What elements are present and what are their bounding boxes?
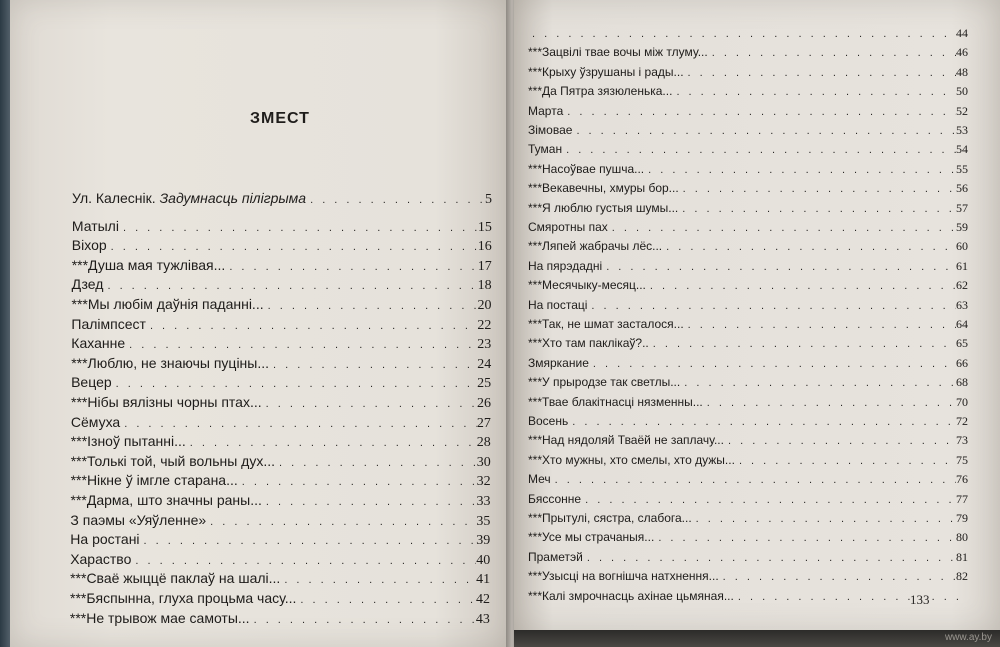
toc-entry-title: Бяссонне [528, 491, 582, 506]
dot-leader [238, 476, 477, 488]
dot-leader [587, 300, 956, 312]
toc-entry [528, 65, 968, 80]
toc-entry-title: Вецер [71, 374, 112, 391]
toc-entry-page: 61 [956, 258, 968, 273]
toc-entry [70, 551, 490, 569]
dot-leader [583, 552, 956, 564]
toc-entry [528, 433, 968, 448]
toc-entry [71, 355, 491, 373]
toc-entry-page: 44 [956, 26, 968, 40]
toc-entry [71, 472, 491, 490]
toc-entry [528, 453, 968, 468]
toc-entry-title: ***Ляпей жабрачы лёс... [528, 239, 663, 254]
toc-entry-page: 48 [956, 64, 968, 79]
toc-entry-page: 15 [477, 219, 492, 235]
toc-entry-page: 18 [477, 278, 492, 294]
toc-entry-page: 76 [956, 472, 968, 487]
toc-entry [71, 316, 491, 334]
dot-leader [296, 594, 476, 606]
toc-entry [70, 610, 490, 628]
toc-entry-page: 16 [477, 239, 492, 255]
toc-entry-page: 77 [956, 491, 968, 506]
toc-entry-page: 23 [477, 337, 492, 353]
toc-entry [71, 453, 491, 471]
toc-entry-page: 79 [956, 511, 968, 525]
toc-entry [528, 336, 968, 351]
toc-entry [528, 589, 968, 603]
toc-entry [528, 550, 968, 565]
toc-entry-title [72, 190, 306, 206]
toc-entry-page: 32 [476, 474, 491, 490]
toc-entry-page: 35 [476, 513, 491, 529]
dot-leader [551, 474, 956, 486]
toc-entry-page: 33 [476, 494, 491, 509]
toc-entry-title: Каханне [71, 335, 126, 352]
toc-entry-page: 56 [956, 181, 968, 196]
left-page [10, 0, 510, 647]
dot-leader [125, 339, 477, 351]
page-number: 133 [910, 592, 930, 607]
toc-entry-page: 50 [956, 84, 968, 99]
toc-entry-title: На ростані [70, 531, 140, 548]
dot-leader [719, 571, 956, 583]
dot-leader [107, 241, 478, 253]
toc-entry [528, 530, 968, 545]
toc-entry [71, 433, 491, 451]
toc-entry [528, 26, 968, 41]
dot-leader [589, 358, 956, 370]
toc-entry-page: 59 [956, 220, 968, 234]
toc-entry-page: 70 [956, 394, 968, 409]
dot-leader [649, 338, 956, 350]
toc-entry-page: 60 [956, 239, 968, 254]
toc-entry [71, 492, 491, 510]
toc-entry [528, 569, 968, 584]
toc-entry-title: Марта [528, 103, 564, 118]
toc-entry-title: ***Над нядоляй Тваёй не заплачу... [528, 433, 724, 448]
dot-leader [262, 398, 477, 410]
toc-entry-title: ***Бяспынна, глуха процьма часу... [70, 590, 297, 606]
toc-entry-title: Дзед [71, 276, 104, 293]
dot-leader [724, 435, 956, 447]
toc-entry-page: 5 [485, 192, 492, 207]
toc-entry [528, 511, 968, 526]
toc-entry [528, 298, 968, 313]
dot-leader [112, 378, 477, 390]
toc-entry-title: Туман [528, 142, 563, 157]
toc-entry-page: 80 [956, 530, 968, 545]
dot-leader [680, 377, 956, 389]
toc-entry-page: 20 [477, 298, 492, 313]
toc-entry [528, 472, 968, 487]
toc-entry [71, 374, 491, 392]
toc-entry-title: ***Твае блакітнасці нязменны... [528, 394, 703, 409]
toc-entry [528, 181, 968, 196]
toc-entry-page: 42 [476, 592, 490, 607]
toc-entry-title: Смяротны пах [528, 220, 608, 234]
dot-leader [120, 418, 477, 430]
dot-leader [275, 457, 477, 469]
toc-entry-page: 52 [956, 103, 968, 118]
dot-leader [280, 574, 476, 586]
toc-entry-title: Змяркание [528, 355, 589, 370]
dot-leader [602, 261, 956, 273]
dot-leader [684, 67, 956, 79]
toc-entry [70, 570, 490, 588]
toc-entry-title: ***Узысці на вогнішча натхнення... [528, 569, 719, 584]
dot-leader [269, 359, 477, 371]
toc-entry-italic-title: Задумнасць пілігрыма [159, 190, 307, 206]
toc-entry [72, 257, 492, 275]
toc-entry-page: 73 [956, 433, 968, 448]
dot-leader [225, 261, 477, 273]
toc-entry-title: Восень [528, 414, 569, 428]
dot-leader [646, 280, 956, 292]
dot-leader [131, 555, 476, 567]
toc-entry-title: На постаці [528, 297, 588, 312]
toc-entry-page: 22 [477, 317, 492, 333]
toc-entry-title: Матылі [71, 217, 119, 234]
toc-entry-page: 68 [956, 375, 968, 390]
dot-leader [703, 397, 956, 409]
dot-leader [103, 280, 477, 292]
toc-entry-title: ***Месячыку-месяц... [528, 278, 646, 293]
toc-entry-title: ***Так, не шмат засталося... [528, 317, 684, 331]
toc-entry [528, 492, 968, 507]
toc-entry-page: 26 [477, 396, 491, 411]
toc-entry-page: 75 [956, 452, 968, 467]
toc-entry [528, 356, 968, 371]
dot-leader [186, 437, 477, 449]
toc-entry-title: ***Усе мы страчаныя... [528, 530, 655, 545]
dot-leader [528, 28, 956, 40]
toc-entry [72, 276, 492, 294]
toc-entry-page: 81 [956, 549, 968, 564]
toc-entry-title: ***Я люблю густыя шумы... [528, 200, 679, 215]
dot-leader [644, 164, 956, 176]
toc-entry [72, 190, 492, 208]
toc-entry-title: ***Прытулі, сястра, слабога... [528, 511, 692, 525]
toc-entry-title: ***Хто мужны, хто смелы, хто дужы... [528, 452, 735, 467]
toc-entry [71, 394, 491, 412]
dot-leader [684, 319, 956, 331]
toc-entry-title: ***Насоўвае пушча... [528, 161, 645, 176]
toc-entry [528, 84, 968, 99]
toc-entry [528, 201, 968, 216]
toc-entry-page: 54 [956, 142, 968, 157]
toc-entry [528, 395, 968, 410]
toc-entry [72, 218, 492, 236]
toc-entry [72, 237, 492, 255]
dot-leader [679, 183, 956, 195]
dot-leader [119, 222, 478, 234]
toc-entry-page: 55 [956, 161, 968, 176]
toc-entry-title: ***Не трывож мае самоты... [69, 609, 250, 626]
toc-entry [528, 259, 968, 274]
dot-leader [250, 614, 476, 626]
toc-entry-title: ***Ізноў пытанні... [70, 433, 186, 450]
toc-entry [528, 220, 968, 235]
book-bottom-edge [514, 630, 1000, 647]
toc-entry [528, 375, 968, 390]
toc-entry-title: ***У прыродзе так светлы... [528, 375, 681, 390]
dot-leader [562, 144, 956, 156]
toc-entry [70, 512, 490, 530]
toc-entry-title: ***Душа мая тужлівая... [71, 256, 226, 273]
dot-leader [306, 194, 485, 206]
toc-entry-title: Праметэй [528, 549, 583, 564]
toc-entry-page: 62 [956, 278, 968, 293]
toc-entry-page: 63 [956, 297, 968, 312]
toc-entry [528, 239, 968, 254]
toc-entry-page: 41 [476, 572, 491, 588]
toc-entry-page: 72 [956, 414, 968, 428]
toc-entry-page: 17 [477, 258, 492, 274]
watermark: www.ay.by [944, 632, 992, 643]
toc-entry-title: ***Хто там паклікаў?.. [528, 336, 649, 351]
toc-entry-page: 25 [477, 376, 492, 392]
toc-entry-title: ***Крыху ўзрушаны і рады... [528, 64, 684, 79]
dot-leader [708, 47, 956, 59]
toc-entry-page: 24 [477, 356, 492, 372]
toc-entry-page: 53 [956, 123, 968, 137]
dot-leader [572, 125, 956, 137]
toc-entry-title: ***Зацвілі твае вочы між тлуму... [528, 45, 708, 60]
toc-entry-page: 65 [956, 336, 968, 351]
dot-leader [563, 106, 956, 118]
toc-entry [528, 45, 968, 60]
dot-leader [262, 496, 477, 508]
dot-leader [608, 222, 956, 234]
dot-leader [568, 416, 956, 428]
dot-leader [734, 591, 968, 603]
toc-entry-page: 46 [956, 45, 968, 60]
toc-entry-page: 66 [956, 355, 968, 370]
dot-leader [692, 513, 956, 525]
toc-entry [528, 414, 968, 429]
toc-entry-title: Сёмуха [70, 413, 121, 430]
toc-entry [528, 142, 968, 157]
toc-entry-page: 43 [475, 611, 490, 627]
toc-entry-title: Хараство [70, 550, 132, 567]
toc-entry-page: 64 [956, 317, 968, 331]
toc-entry-title: ***Сваё жыццё паклаў на шалі... [70, 570, 281, 587]
toc-entry [528, 104, 968, 119]
toc-title: ЗМЕСТ [250, 110, 310, 127]
toc-entry-page: 40 [476, 552, 491, 568]
toc-entry-page: 39 [476, 533, 491, 549]
toc-entry [528, 162, 968, 177]
toc-entry-title: ***Векавечны, хмуры бор... [528, 181, 679, 196]
dot-leader [735, 455, 956, 467]
toc-entry [72, 296, 492, 314]
toc-entry-page: 57 [956, 200, 968, 215]
toc-entry [70, 531, 490, 549]
toc-entry-title: ***Мы любім даўнія паданні... [71, 296, 264, 312]
toc-entry-page: 28 [476, 435, 491, 451]
toc-entry-title: ***Дарма, што значны раны... [70, 492, 262, 508]
toc-entry-title: ***Калі змрочнасць ахінае цьмяная... [528, 588, 734, 603]
toc-entry-title: З паэмы «Уяўленне» [70, 511, 207, 528]
toc-entry [71, 414, 491, 432]
toc-entry-title: Палімпсест [71, 315, 146, 332]
dot-leader [206, 516, 476, 528]
toc-entry-title: ***Нікне ў імгле старана... [70, 472, 238, 489]
toc-entry-title: Зімовае [528, 123, 573, 137]
toc-entry [528, 317, 968, 332]
toc-entry-title: ***Нібы вялізны чорны птах... [71, 394, 262, 410]
dot-leader [146, 320, 477, 332]
toc-entry-author: Ул. Калеснік. [72, 190, 160, 206]
toc-entry-title: ***Толькі той, чый вольны дух... [70, 452, 276, 469]
dot-leader [654, 532, 956, 544]
toc-entry-title: ***Да Пятра зязюленька... [528, 84, 673, 99]
toc-entry-page: 82 [956, 569, 968, 584]
right-page [514, 0, 1000, 632]
toc-entry-title: Меч [528, 472, 551, 487]
dot-leader [662, 241, 956, 253]
toc-entry [70, 590, 490, 608]
toc-entry [528, 123, 968, 138]
toc-entry-page: 30 [476, 454, 491, 470]
toc-entry-title: Віхор [71, 237, 107, 254]
toc-entry-title: На пярэдадні [528, 258, 603, 273]
dot-leader [581, 494, 956, 506]
toc-entry-page: 27 [476, 415, 491, 431]
dot-leader [140, 535, 477, 547]
dot-leader [672, 86, 956, 98]
toc-entry [528, 278, 968, 293]
toc-entry-title: ***Люблю, не знаючы пуціны... [71, 354, 270, 371]
dot-leader [678, 203, 956, 215]
dot-leader [264, 300, 478, 312]
toc-entry [71, 335, 491, 353]
